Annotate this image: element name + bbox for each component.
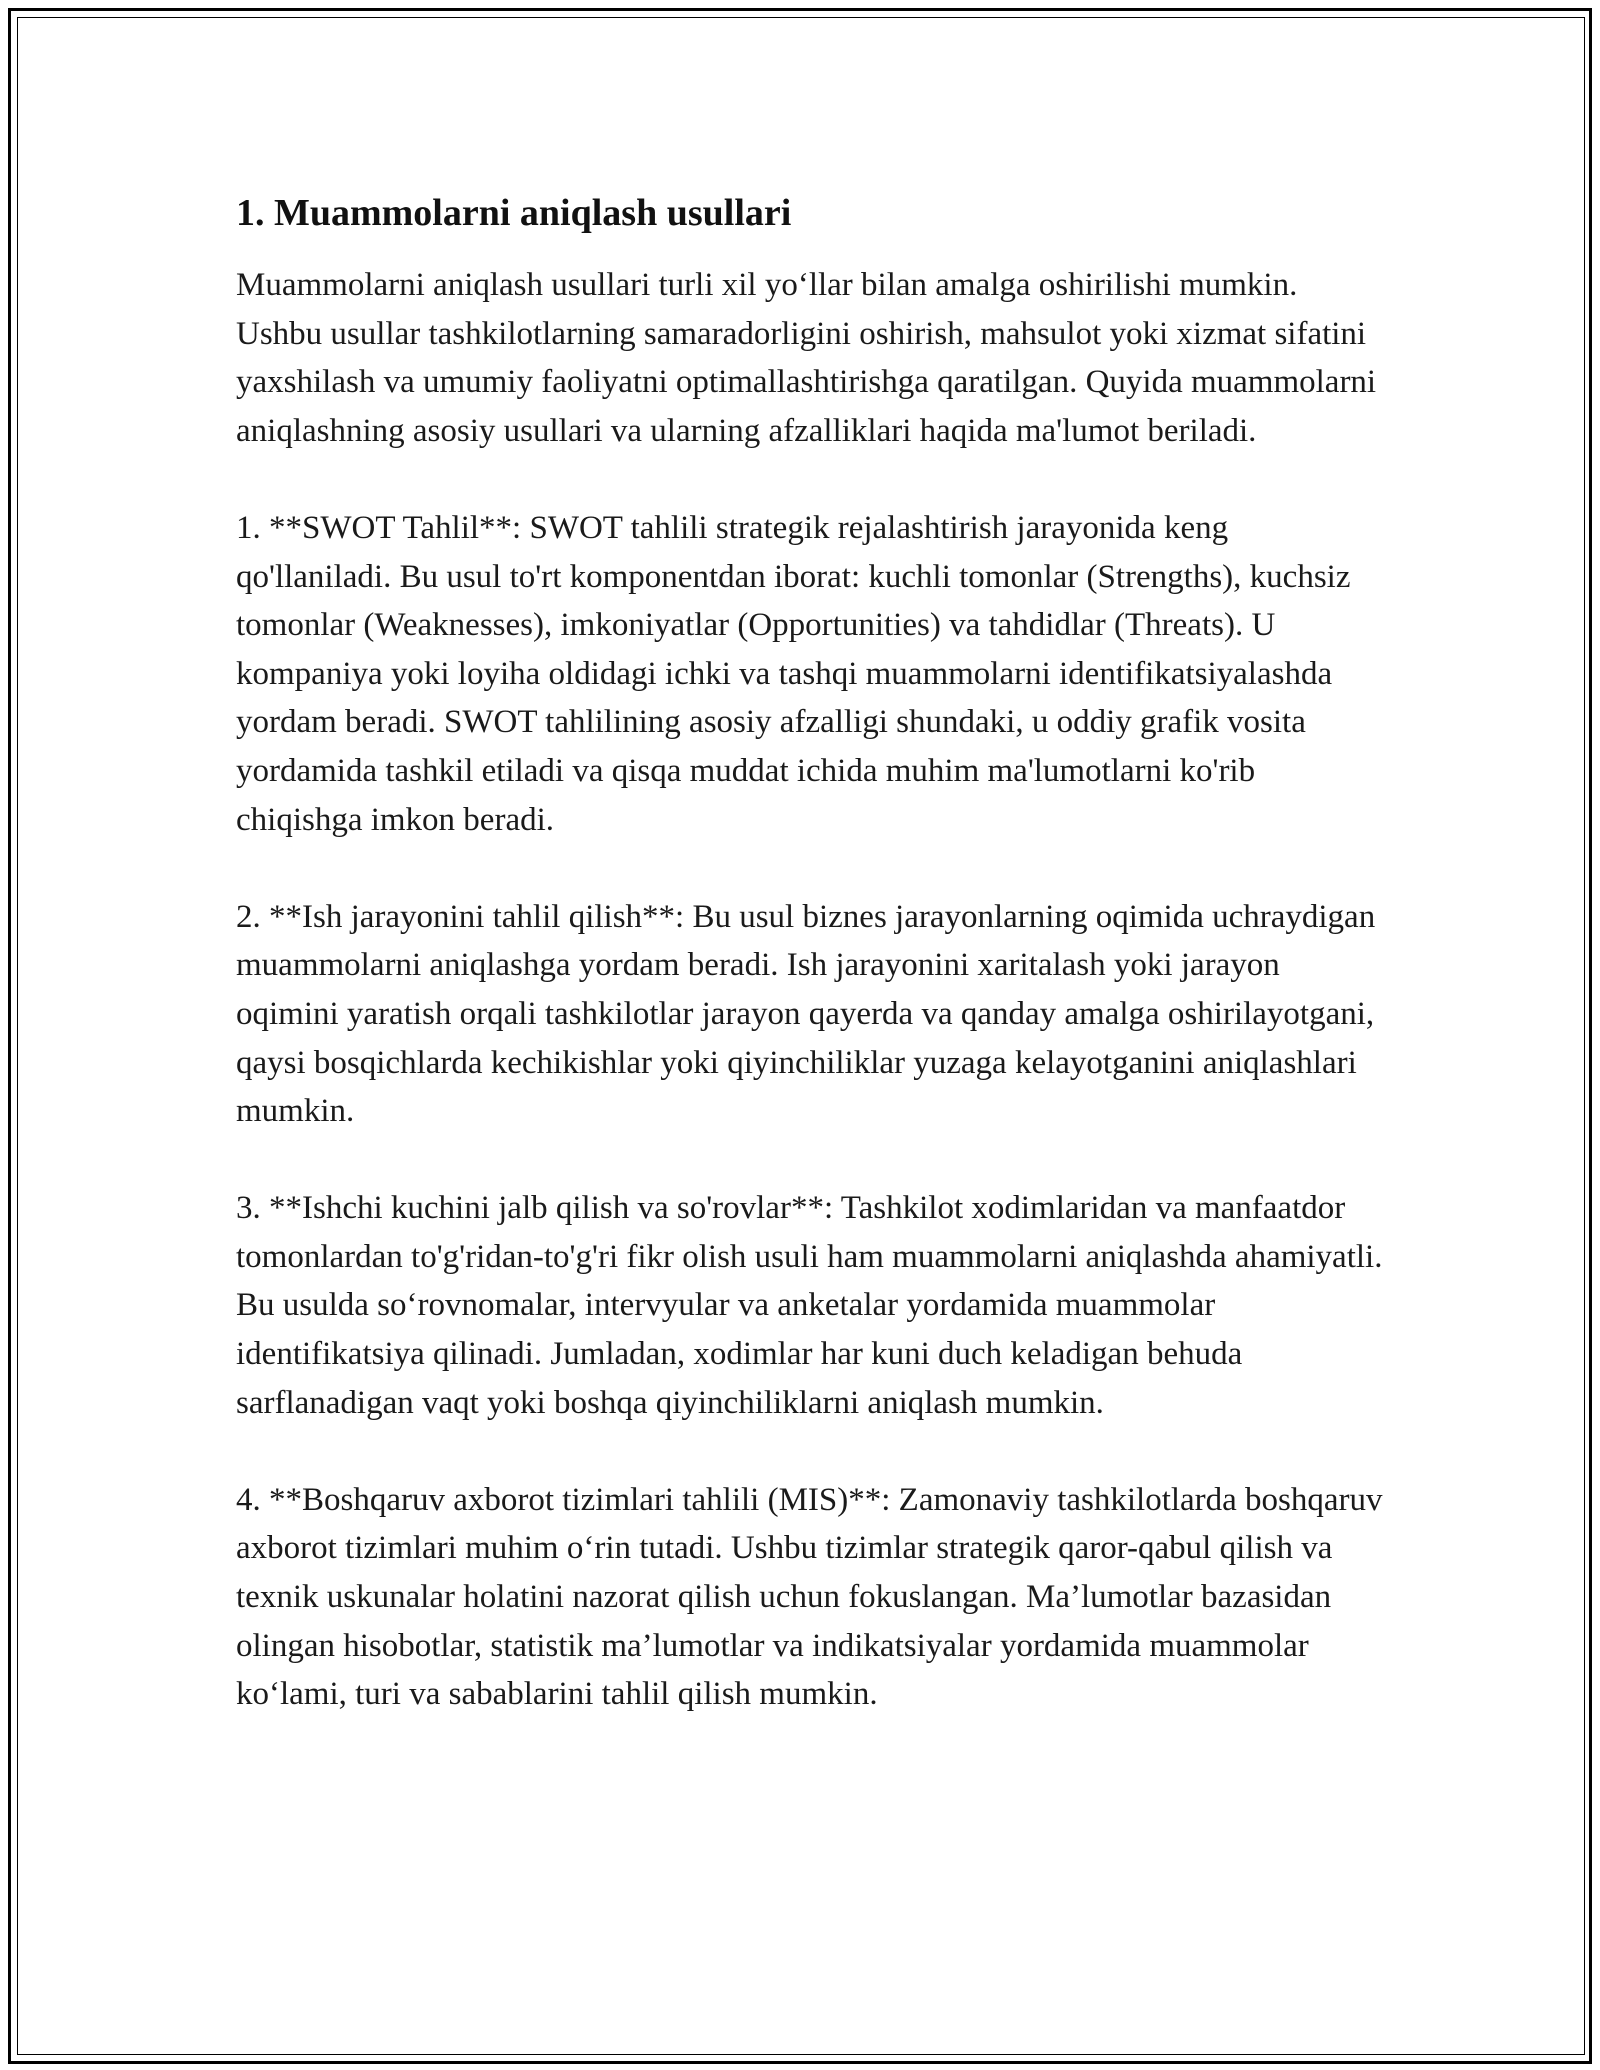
swot-paragraph: 1. **SWOT Tahlil**: SWOT tahlili strategik rejalashtirish jarayonida keng qo'llaniladi. Bu usul to'rt komponentdan iborat: kuchli tomonlar (Strengths), kuchsiz tomonlar (Weaknesses), imkoniyatlar (Opportunities) va tahdidlar (Threats). U kompaniya yoki loyiha oldidagi ichki va tashqi muammolarni identifikatsiyalashda yordam beradi. SWOT tahlilining asosiy afzalligi shundaki, u oddiy grafik vosita yordamida tashkil etiladi va qisqa muddat ichida muhim ma'lumotlarni ko'rib chiqishga imkon beradi. (236, 509, 1351, 838)
intro-paragraph: Muammolarni aniqlash usullari turli xil yo‘llar bilan amalga oshirilishi mumkin. Ushbu usullar tashkilotlarning samaradorligini oshirish, mahsulot yoki xizmat sifatini yaxshilash va umumiy faoliyatni optimallashtirishga qaratilgan. Quyida muammolarni aniqlashning asosiy usullari va ularning afzalliklari haqida ma'lumot beriladi. (236, 267, 1377, 449)
document-title: 1. Muammolarni aniqlash usullari (236, 192, 792, 234)
mis-paragraph: 4. **Boshqaruv axborot tizimlari tahlili (MIS)**: Zamonaviy tashkilotlarda boshqaruv axborot tizimlari muhim o‘rin tutadi. Ushbu tizimlar strategik qaror-qabul qilish va texnik uskunalar holatini nazorat qilish uchun fokuslangan. Ma’lumotlar bazasidan olingan hisobotlar, statistik ma’lumotlar va indikatsiyalar yordamida muammolar ko‘lami, turi va sabablarini tahlil qilish mumkin. (236, 1481, 1383, 1713)
workforce-survey-paragraph: 3. **Ishchi kuchini jalb qilish va so'rovlar**: Tashkilot xodimlaridan va manfaatdor tomonlardan to'g'ridan-to'g'ri fikr olish usuli ham muammolarni aniqlashda ahamiyatli. Bu usulda so‘rovnomalar, intervyular va anketalar yordamida muammolar identifikatsiya qilinadi. Jumladan, xodimlar har kuni duch keladigan behuda sarflanadigan vaqt yoki boshqa qiyinchiliklarni aniqlash mumkin. (236, 1190, 1383, 1421)
document-body (236, 185, 1386, 1767)
process-analysis-paragraph: 2. **Ish jarayonini tahlil qilish**: Bu usul biznes jarayonlarning oqimida uchraydigan muammolarni aniqlashga yordam beradi. Ish jarayonini xaritalash yoki jarayon oqimini yaratish orqali tashkilotlar jarayon qayerda va qanday amalga oshirilayotgani, qaysi bosqichlarda kechikishlar yoki qiyinchiliklar yuzaga kelayotganini aniqlashlari mumkin. (236, 898, 1376, 1130)
